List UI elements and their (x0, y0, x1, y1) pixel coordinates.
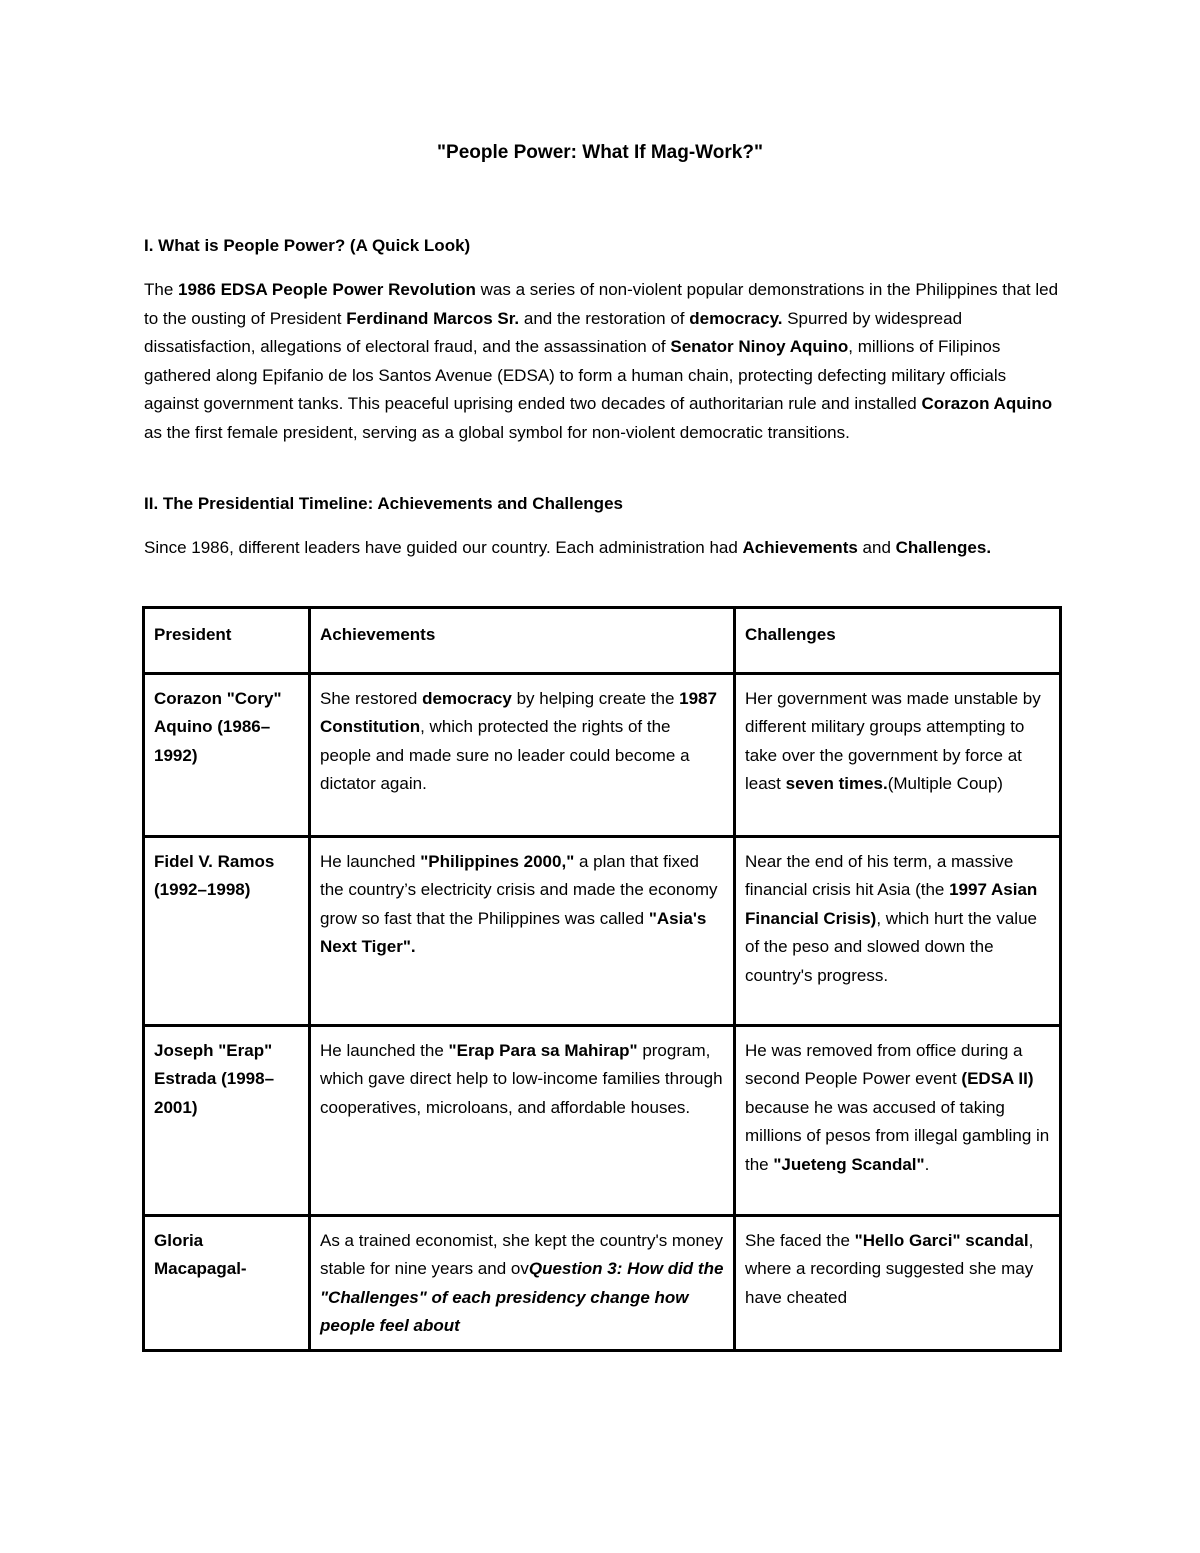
challenges-cell (735, 1216, 1061, 1351)
header-achievements: Achievements (310, 608, 735, 674)
emphasis-text: seven times. (785, 774, 888, 794)
body-text: He launched the (320, 1041, 449, 1060)
body-text: Her government was made unstable by different military groups attempting to take over the government by force at least (745, 689, 1041, 794)
emphasis-text: Corazon Aquino (921, 394, 1053, 413)
body-text: As a trained economist, she kept the country's money stable for nine years and ov (320, 1231, 723, 1279)
table-row (144, 1026, 1061, 1216)
body-text: program, which gave direct help to low-income families through cooperatives, microloans, and affordable houses. (320, 1041, 723, 1117)
body-text: The (144, 280, 179, 299)
emphasis-text: "Asia's Next Tiger". (320, 908, 707, 957)
president-name: Gloria Macapagal- (144, 1216, 310, 1351)
body-text: as the first female president, serving as a global symbol for non-violent democratic transitions. (144, 422, 850, 442)
presidents-table (142, 606, 1062, 1352)
emphasis-text: Achievements (742, 538, 858, 557)
body-text: , where a recording suggested she may have cheated (745, 1231, 1034, 1307)
table-header-row (144, 608, 1061, 674)
body-text: Since 1986, different leaders have guided our country. Each administration had (144, 538, 743, 557)
challenges-cell (735, 1026, 1061, 1216)
body-text: , which hurt the value of the peso and slowed down the country's progress. (745, 908, 1037, 985)
body-text: She restored (320, 689, 423, 708)
emphasis-text: "Philippines 2000," (420, 852, 575, 871)
emphasis-text: 1997 Asian Financial Crisis) (745, 880, 1038, 928)
body-text: (Multiple Coup) (887, 774, 1003, 794)
body-text: by helping create the (511, 689, 680, 708)
body-text: and (857, 538, 896, 557)
body-text: Spurred by widespread dissatisfaction, allegations of electoral fraud, and the assassination of (144, 308, 963, 356)
emphasis-text: (EDSA II) (961, 1069, 1034, 1089)
president-name: Corazon "Cory" Aquino (1986–1992) (144, 674, 310, 837)
emphasis-text: Challenges. (895, 538, 992, 557)
challenges-cell (735, 837, 1061, 1026)
emphasis-text: 1986 EDSA People Power Revolution (178, 280, 476, 299)
achievements-cell (310, 1026, 735, 1216)
section-paragraph-people-power (144, 276, 1059, 447)
president-name: Fidel V. Ramos (1992–1998) (144, 837, 310, 1026)
section-heading-what-is-people-power: I. What is People Power? (A Quick Look) (144, 236, 471, 255)
table-row (144, 674, 1061, 837)
emphasis-text: Senator Ninoy Aquino (670, 337, 849, 356)
achievements-cell (310, 1216, 735, 1351)
body-text: , millions of Filipinos gathered along Epifanio de los Santos Avenue (EDSA) to form a human chain, protecting defecting military officials against government tanks. This peaceful uprising ended two decades of authoritarian rule and installed (144, 337, 1007, 413)
header-challenges: Challenges (735, 608, 1061, 674)
emphasis-text: Ferdinand Marcos Sr. (346, 308, 520, 328)
table-row (144, 1216, 1061, 1351)
body-text: was a series of non-violent popular demonstrations in the Philippines that led to the ousting of President (144, 280, 1059, 328)
body-text: Near the end of his term, a massive financial crisis hit Asia (the (745, 852, 1014, 900)
body-text: and the restoration of (519, 308, 690, 328)
body-text: , which protected the rights of the people and made sure no leader could become a dictator again. (320, 717, 690, 794)
emphasis-text: "Jueteng Scandal" (773, 1154, 925, 1174)
achievements-cell (310, 674, 735, 837)
document-title: "People Power: What If Mag-Work?" (437, 142, 763, 163)
body-text: because he was accused of taking millions of pesos from illegal gambling in the (745, 1097, 1050, 1174)
emphasis-text: 1987 Constitution (320, 689, 717, 737)
emphasis-text: democracy. (689, 308, 783, 328)
body-text: a plan that fixed the country’s electricity crisis and made the economy grow so fast that the Philippines was called (320, 852, 718, 928)
table-row (144, 837, 1061, 1026)
header-president: President (144, 608, 310, 674)
achievements-cell (310, 837, 735, 1026)
body-text: . (924, 1154, 930, 1174)
body-text: She faced the (745, 1231, 855, 1250)
emphasis-text: "Erap Para sa Mahirap" (448, 1041, 638, 1060)
president-name: Joseph "Erap" Estrada (1998–2001) (144, 1026, 310, 1216)
emphasis-text: democracy (422, 689, 512, 708)
emphasis-text: "Hello Garci" scandal (854, 1231, 1029, 1250)
body-text: He was removed from office during a second People Power event (745, 1041, 1023, 1089)
challenges-cell (735, 674, 1061, 837)
emphasis-text: Question 3: How did the "Challenges" of each presidency change how people feel about (320, 1259, 724, 1336)
section-heading-presidential-timeline: II. The Presidential Timeline: Achievements and Challenges (144, 494, 623, 513)
section-intro-timeline (144, 534, 1059, 563)
body-text: He launched (320, 852, 421, 871)
